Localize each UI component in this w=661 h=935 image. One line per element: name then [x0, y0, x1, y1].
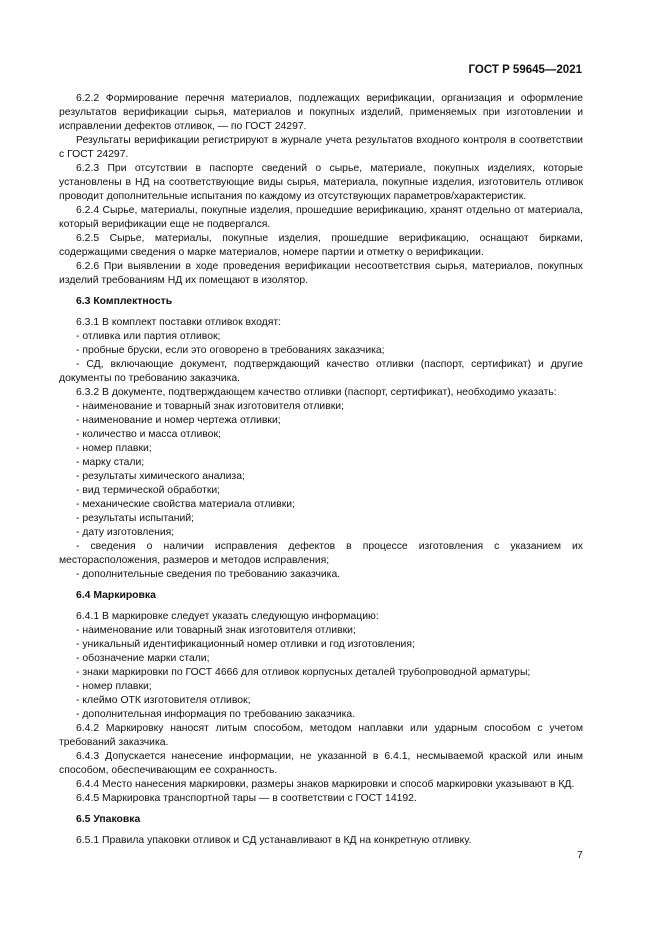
paragraph-6-3-1: 6.3.1 В комплект поставки отливок входят: [76, 317, 282, 328]
list-item: - результаты химического анализа; [76, 471, 245, 482]
paragraph-6-2-3: 6.2.3 При отсутствии в паспорте сведений о сырье, материале, покупных изделиях, которые установлены в НД на соответствующие виды сырья, материала, покупные изделия, изготовитель отливок проводит дополнительные испытания по каждому из отсутствующих параметров/характеристик. [59, 163, 583, 202]
document-body [59, 92, 583, 848]
paragraph-6-2-2: 6.2.2 Формирование перечня материалов, подлежащих верификации, организация и оформление результатов верификации сырья, материалов и покупных изделий, применяемых при изготовлении и исправлении дефектов отливок, — по ГОСТ 24297. [59, 93, 583, 132]
list-item: - пробные бруски, если это оговорено в требованиях заказчика; [76, 345, 385, 356]
section-heading-6-5: 6.5 Упаковка [76, 814, 141, 825]
paragraph-6-2-2-results: Результаты верификации регистрируют в журнале учета результатов входного контроля в соответствии с ГОСТ 24297. [59, 135, 583, 160]
list-item: - количество и масса отливок; [76, 429, 221, 440]
paragraph-6-4-3: 6.4.3 Допускается нанесение информации, не указанной в 6.4.1, несмываемой краской или иным способом, обеспечивающим ее сохранность. [59, 751, 583, 776]
list-item: - результаты испытаний; [76, 513, 195, 524]
list-item: - отливка или партия отливок; [76, 331, 221, 342]
paragraph-6-2-5: 6.2.5 Сырье, материалы, покупные изделия, прошедшие верификацию, оснащают бирками, содержащими сведения о марке материалов, номере партии и отметку о верификации. [59, 233, 583, 258]
document-code: ГОСТ Р 59645—2021 [468, 64, 582, 76]
paragraph-6-4-1: 6.4.1 В маркировке следует указать следующую информацию: [76, 611, 379, 622]
list-item: - знаки маркировки по ГОСТ 4666 для отливок корпусных деталей трубопроводной арматуры; [76, 667, 531, 678]
paragraph-6-3-2: 6.3.2 В документе, подтверждающем качество отливки (паспорт, сертификат), необходимо указать: [76, 387, 557, 398]
section-heading-6-4: 6.4 Маркировка [76, 590, 156, 601]
paragraph-6-4-5: 6.4.5 Маркировка транспортной тары — в соответствии с ГОСТ 14192. [76, 793, 417, 804]
list-item: - сведения о наличии исправления дефектов в процессе изготовления с указанием их месторасположения, размеров и методов исправления; [59, 541, 583, 566]
paragraph-6-2-6: 6.2.6 При выявлении в ходе проведения верификации несоответствия сырья, материалов, покупных изделий требованиям НД их помещают в изолятор. [59, 261, 583, 286]
paragraph-6-4-4: 6.4.4 Место нанесения маркировки, размеры знаков маркировки и способ маркировки указывают в КД. [76, 779, 575, 790]
list-item: - вид термической обработки; [76, 485, 221, 496]
list-item: - механические свойства материала отливки; [76, 499, 295, 510]
paragraph-6-5-1: 6.5.1 Правила упаковки отливок и СД устанавливают в КД на конкретную отливку. [76, 835, 472, 846]
list-item: - номер плавки; [76, 681, 152, 692]
list-item: - клеймо ОТК изготовителя отливок; [76, 695, 251, 706]
list-item: - уникальный идентификационный номер отливки и год изготовления; [76, 639, 415, 650]
list-item: - СД, включающие документ, подтверждающий качество отливки (паспорт, сертификат) и другие документы по требованию заказчика. [59, 359, 583, 384]
section-heading-6-3: 6.3 Комплектность [76, 296, 173, 307]
list-item: - наименование и товарный знак изготовителя отливки; [76, 401, 344, 412]
paragraph-6-4-2: 6.4.2 Маркировку наносят литым способом, методом наплавки или ударным способом с учетом требований заказчика. [59, 723, 583, 748]
paragraph-6-2-4: 6.2.4 Сырье, материалы, покупные изделия, прошедшие верификацию, хранят отдельно от материала, который верификации еще не подвергался. [59, 205, 583, 230]
page-number: 7 [577, 849, 583, 861]
list-item: - дату изготовления; [76, 527, 175, 538]
list-item: - дополнительные сведения по требованию заказчика. [76, 569, 341, 580]
list-item: - номер плавки; [76, 443, 152, 454]
list-item: - наименование и номер чертежа отливки; [76, 415, 281, 426]
list-item: - обозначение марки стали; [76, 653, 210, 664]
list-item: - наименование или товарный знак изготовителя отливки; [76, 625, 356, 636]
list-item: - марку стали; [76, 457, 145, 468]
list-item: - дополнительная информация по требованию заказчика. [76, 709, 356, 720]
